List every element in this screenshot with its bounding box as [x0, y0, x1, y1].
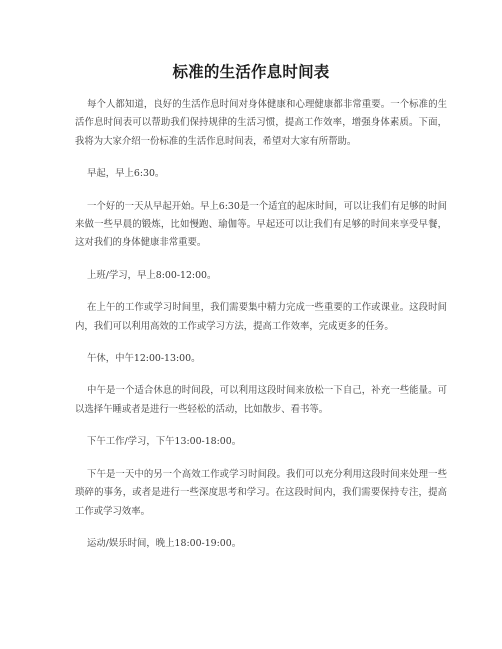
paragraph-morning-work-body: 在上午的工作或学习时间里，我们需要集中精力完成一些重要的工作或课业。这段时间内，我们可以利用高效的工作或学习方法，提高工作效率，完成更多的任务。 — [75, 302, 447, 332]
document-title: 标准的生活作息时间表 — [172, 63, 330, 81]
paragraph-noon-rest-body: 中午是一个适合休息的时间段，可以利用这段时间来放松一下自己，补充一些能量。可以选择午睡或者是进行一些轻松的活动，比如散步、看书等。 — [75, 385, 447, 415]
paragraph-morning-work-heading: 上班/学习，早上8:00-12:00。 — [87, 269, 217, 281]
paragraph-wake-up-heading: 早起，早上6:30。 — [87, 168, 165, 180]
paragraph-afternoon-work-heading: 下午工作/学习，下午13:00-18:00。 — [87, 436, 242, 448]
paragraph-exercise-heading: 运动/娱乐时间，晚上18:00-19:00。 — [87, 537, 242, 549]
paragraph-noon-rest-heading: 午休，中午12:00-13:00。 — [87, 353, 201, 365]
paragraph-intro: 每个人都知道，良好的生活作息时间对身体健康和心理健康都非常重要。一个标准的生活作息时间表可以帮助我们保持规律的生活习惯，提高工作效率，增强身体素质。下面，我将为大家介绍一份标准的生活作息时间表，希望对大家有所帮助。 — [75, 99, 447, 147]
paragraph-wake-up-body: 一个好的一天从早起开始。早上6:30是一个适宜的起床时间，可以让我们有足够的时间来做一些早晨的锻炼，比如慢跑、瑜伽等。早起还可以让我们有足够的时间来享受早餐，这对我们的身体健康非常重要。 — [75, 200, 447, 249]
document-body — [75, 96, 447, 567]
paragraph-afternoon-work-body: 下午是一天中的另一个高效工作或学习时间段。我们可以充分利用这段时间来处理一些琐碎的事务，或者是进行一些深度思考和学习。在这段时间内，我们需要保持专注，提高工作或学习效率。 — [75, 468, 447, 517]
